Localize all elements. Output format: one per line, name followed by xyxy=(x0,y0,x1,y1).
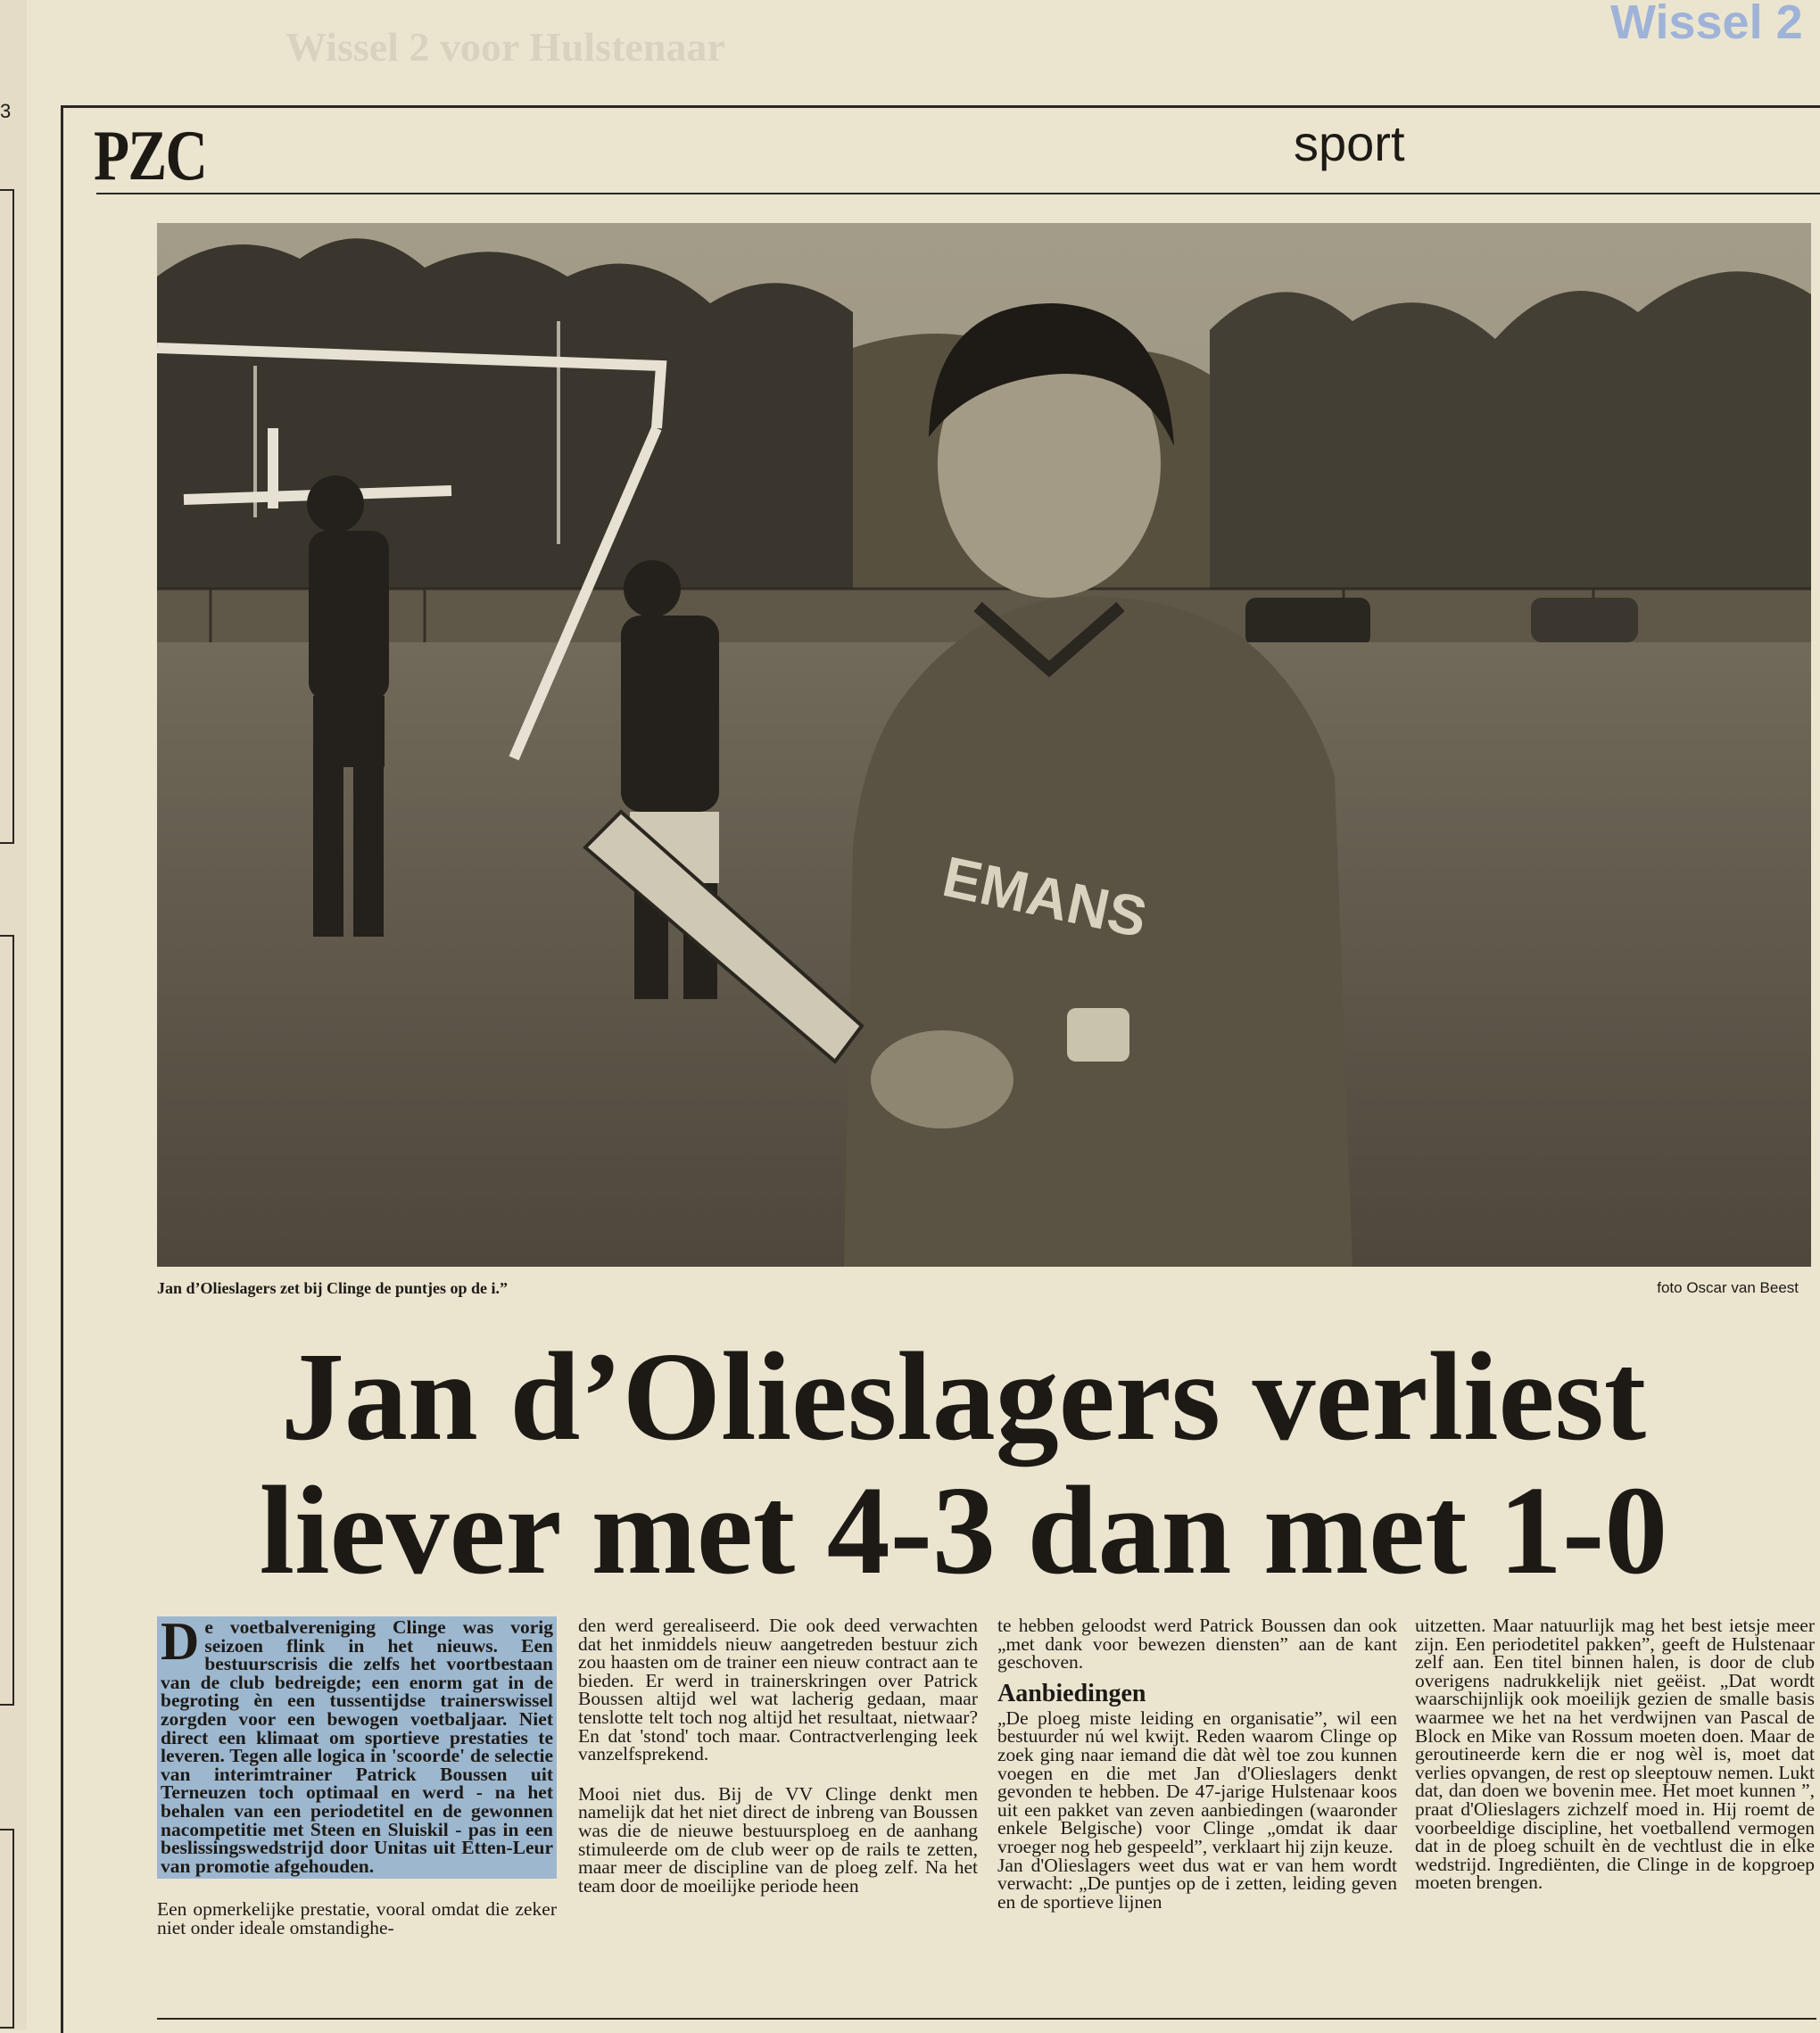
article-photo xyxy=(157,223,1811,1267)
headline-line-1: Jan d’Olieslagers verliest xyxy=(280,1326,1647,1467)
bleed-through-text: Wissel 2 voor Hulstenaar xyxy=(285,24,725,70)
photo-caption: Jan d’Olieslagers zet bij Clinge de puntjes op de i.” xyxy=(157,1279,509,1297)
article-column-1 xyxy=(157,1612,557,1938)
photo-credit: foto Oscar van Beest xyxy=(1657,1279,1799,1296)
section-title: sport xyxy=(1294,115,1405,171)
bottom-rule xyxy=(157,2018,1816,2020)
adjacent-page-box xyxy=(0,935,14,1706)
adjacent-page-box xyxy=(0,1829,14,2029)
masthead-rule xyxy=(96,193,1820,194)
headline-line-2: liever met 4-3 dan met 1-0 xyxy=(259,1459,1668,1600)
body-paragraph: Mooi niet dus. Bij de VV Clinge denkt men namelijk dat het niet direct de inbreng van Boussen was die de nieuwe bestuursploeg en de aanhang stimuleerde om de club weer op de rails te zetten, maar meer de discipline van de ploeg zelf. Na het team door de moeilijke periode heen xyxy=(578,1782,978,1897)
body-paragraph: te hebben geloodst werd Patrick Boussen dan ook „met dank voor bewezen diensten” aan de kant geschoven. xyxy=(997,1615,1397,1674)
lead-paragraph xyxy=(157,1612,557,1879)
body-paragraph: Een opmerkelijke prestatie, vooral omdat die zeker niet onder ideale omstandighe- xyxy=(157,1898,557,1938)
adjacent-page-number: 3 xyxy=(0,100,12,122)
article-headline xyxy=(134,1326,1793,1600)
corner-banner: Wissel 2 xyxy=(1610,0,1803,49)
newspaper-logo: PZC xyxy=(94,117,207,195)
body-paragraph: uitzetten. Maar natuurlijk mag het best ietsje meer zijn. Een periodetitel pakken”, geeft de Hulstenaar zelf aan. Een titel binnen halen, is door de club overigens nadrukkelijk niet geëist. „Dat wordt waarschijnlijk ook moeilijk gezien de smalle basis waarmee we het na het verdwijnen van Pascal de Block en Mike van Rossum moeten doen. Maar de geroutineerde kern die er nog wèl is, moet dat verlies opvangen, de rest op sleeptouw nemen. Lukt dat, dan doen we bovenin mee. Het moet kunnen ”, praat d'Olieslagers zichzelf moed in. Hij roemt de voorbeeldige discipline, het voetballend vermogen dat in de ploeg schuilt èn de vechtlust die in elke wedstrijd. Ingrediënten, die Clinge in de kopgroep moeten brengen. xyxy=(1415,1615,1815,1894)
adjacent-page-box xyxy=(0,189,14,844)
photo-illustration xyxy=(157,223,1811,1267)
section-subhead: Aanbiedingen xyxy=(997,1679,1146,1707)
shirt-sponsor-text: EMANS xyxy=(937,844,1153,950)
body-paragraph: den werd gerealiseerd. Die ook deed verwachten dat het inmiddels nieuw aangetreden bestuur zich zou haasten om de trainer een nieuw contract aan te bieden. Er werd in trainerskringen over Patrick Boussen altijd wel wat lacherig gedaan, maar tenslotte telt toch nog altijd het resultaat, nietwaar? En dat 'stond' toch maar. Contractverlenging leek vanzelfsprekend. xyxy=(578,1615,978,1765)
adjacent-page-strip xyxy=(0,0,27,2030)
lead-text: e voetbalvereniging Clinge was vorig seizoen flink in het nieuws. Een bestuurscrisis die zelfs het voortbestaan van de club bedreigde; een enorm gat in de begroting èn een tussentijdse trainerswissel zorgden voor een bewogen voetbaljaar. Niet direct een klimaat om sportieve prestaties te leveren. Tegen alle logica in 'scoorde' de selectie van interimtrainer Patrick Boussen uit Terneuzen toch optimaal en werd - na het behalen van een periodetitel en de gewonnen nacompetitie met Steen en Sluiskil - pas in een beslissingswedstrijd door Unitas uit Etten-Leur van promotie afgehouden. xyxy=(161,1616,553,1877)
article-column-3 xyxy=(997,1616,1397,1911)
article-column-4 xyxy=(1415,1616,1815,1892)
body-paragraph: „De ploeg miste leiding en organisatie”, wil een bestuurder nú wel kwijt. Reden waarom Clinge op zoek ging naar iemand die dàt wèl toe zou kunnen voegen en die met Jan d'Olieslagers denkt gevonden te hebben. De 47-jarige Hulstenaar koos uit een pakket van zeven aanbiedingen (waaronder enkele Belgische) voor Clinge „omdat ik daar vroeger nog heb gespeeld”, verklaart hij zijn keuze. xyxy=(997,1707,1397,1857)
body-paragraph: Jan d'Olieslagers weet dus wat er van hem wordt verwacht: „De puntjes op de i zetten, leiding geven en de sportieve lijnen xyxy=(997,1854,1397,1913)
article-column-2 xyxy=(578,1616,978,1895)
drop-cap: D xyxy=(161,1612,200,1671)
